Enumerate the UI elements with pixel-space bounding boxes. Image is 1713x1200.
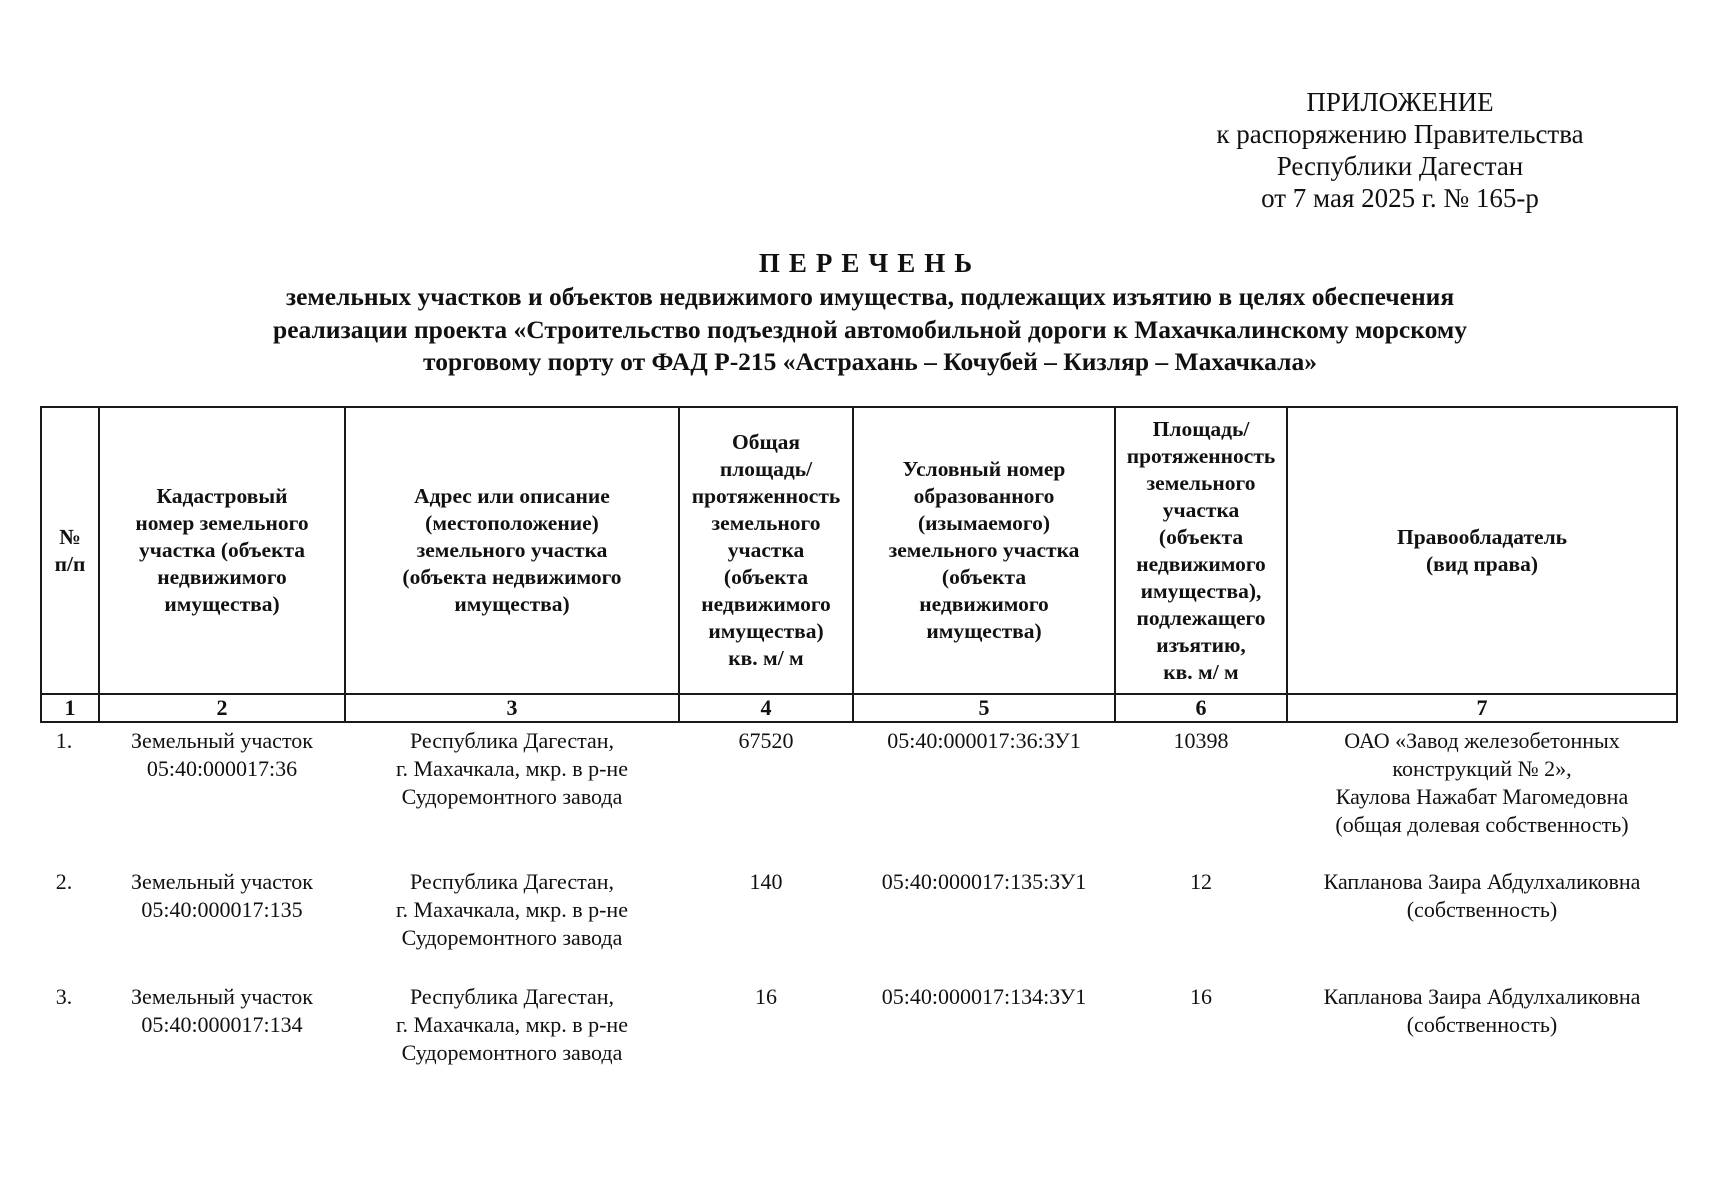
column-number: 7 bbox=[1287, 694, 1677, 722]
row-number: 2. bbox=[55, 869, 73, 894]
appendix-line: Республики Дагестан bbox=[1276, 151, 1524, 181]
appendix-block bbox=[1180, 86, 1620, 214]
owner-cell: ОАО «Завод железобетонных конструкций № 2», Каулова Нажабат Магомедовна (общая долевая собственность) bbox=[1335, 728, 1629, 837]
owner-cell: Капланова Заира Абдулхаликовна (собственность) bbox=[1323, 984, 1641, 1037]
row-number: 3. bbox=[55, 984, 73, 1009]
header-row bbox=[41, 407, 1677, 694]
title-line: земельных участков и объектов недвижимого имущества, подлежащих изъятию в целях обеспечения bbox=[285, 282, 1455, 311]
header-cell-cadastral: Кадастровый номер земельного участка (объекта недвижимого имущества) bbox=[99, 407, 345, 694]
column-number: 5 bbox=[853, 694, 1115, 722]
cadastral-cell: Земельный участок 05:40:000017:134 bbox=[131, 984, 313, 1037]
address-cell: Республика Дагестан, г. Махачкала, мкр. в р-не Судоремонтного завода bbox=[396, 869, 628, 950]
total-area-cell: 140 bbox=[749, 869, 783, 894]
address-cell: Республика Дагестан, г. Махачкала, мкр. в р-не Судоремонтного завода bbox=[396, 728, 628, 809]
header-cell-number: № п/п bbox=[41, 407, 99, 694]
column-number: 2 bbox=[99, 694, 345, 722]
conditional-number-cell: 05:40:000017:36:ЗУ1 bbox=[887, 728, 1081, 753]
column-numbers-row bbox=[41, 694, 1677, 722]
total-area-cell: 67520 bbox=[738, 728, 794, 753]
seized-area-cell: 10398 bbox=[1173, 728, 1229, 753]
column-number: 4 bbox=[679, 694, 853, 722]
conditional-number-cell: 05:40:000017:134:ЗУ1 bbox=[881, 984, 1087, 1009]
title-main: ПЕРЕЧЕНЬ bbox=[758, 248, 982, 278]
appendix-line: к распоряжению Правительства bbox=[1216, 119, 1584, 149]
header-cell-total-area: Общая площадь/ протяженность земельного участка (объекта недвижимого имущества) кв. м/ м bbox=[679, 407, 853, 694]
seized-area-cell: 12 bbox=[1190, 869, 1212, 894]
title-line: реализации проекта «Строительство подъездной автомобильной дороги к Махачкалинскому морскому bbox=[273, 314, 1467, 344]
table-row bbox=[41, 866, 1677, 981]
title-line: торговому порту от ФАД Р-215 «Астрахань – Кочубей – Кизляр – Махачкала» bbox=[423, 347, 1317, 376]
title-subtitle bbox=[150, 281, 1590, 379]
total-area-cell: 16 bbox=[755, 984, 777, 1009]
seized-area-cell: 16 bbox=[1190, 984, 1212, 1009]
land-plots-table bbox=[40, 406, 1678, 1124]
cadastral-cell: Земельный участок 05:40:000017:135 bbox=[131, 869, 313, 922]
column-number: 1 bbox=[41, 694, 99, 722]
owner-cell: Капланова Заира Абдулхаликовна (собственность) bbox=[1323, 869, 1641, 922]
row-number: 1. bbox=[55, 728, 73, 753]
header-cell-address: Адрес или описание (местоположение) земельного участка (объекта недвижимого имущества) bbox=[345, 407, 679, 694]
document-title bbox=[150, 246, 1590, 379]
header-cell-owner: Правообладатель (вид права) bbox=[1287, 407, 1677, 694]
appendix-line: от 7 мая 2025 г. № 165-р bbox=[1261, 183, 1539, 213]
table-row bbox=[41, 981, 1677, 1124]
table-row bbox=[41, 722, 1677, 866]
cadastral-cell: Земельный участок 05:40:000017:36 bbox=[131, 728, 313, 781]
address-cell: Республика Дагестан, г. Махачкала, мкр. в р-не Судоремонтного завода bbox=[396, 984, 628, 1065]
column-number: 6 bbox=[1115, 694, 1287, 722]
conditional-number-cell: 05:40:000017:135:ЗУ1 bbox=[881, 869, 1087, 894]
header-cell-conditional-number: Условный номер образованного (изымаемого) земельного участка (объекта недвижимого имущества) bbox=[853, 407, 1115, 694]
header-cell-seized-area: Площадь/ протяженность земельного участка (объекта недвижимого имущества), подлежащего изъятию, кв. м/ м bbox=[1115, 407, 1287, 694]
appendix-heading: ПРИЛОЖЕНИЕ bbox=[1306, 87, 1494, 117]
column-number: 3 bbox=[345, 694, 679, 722]
